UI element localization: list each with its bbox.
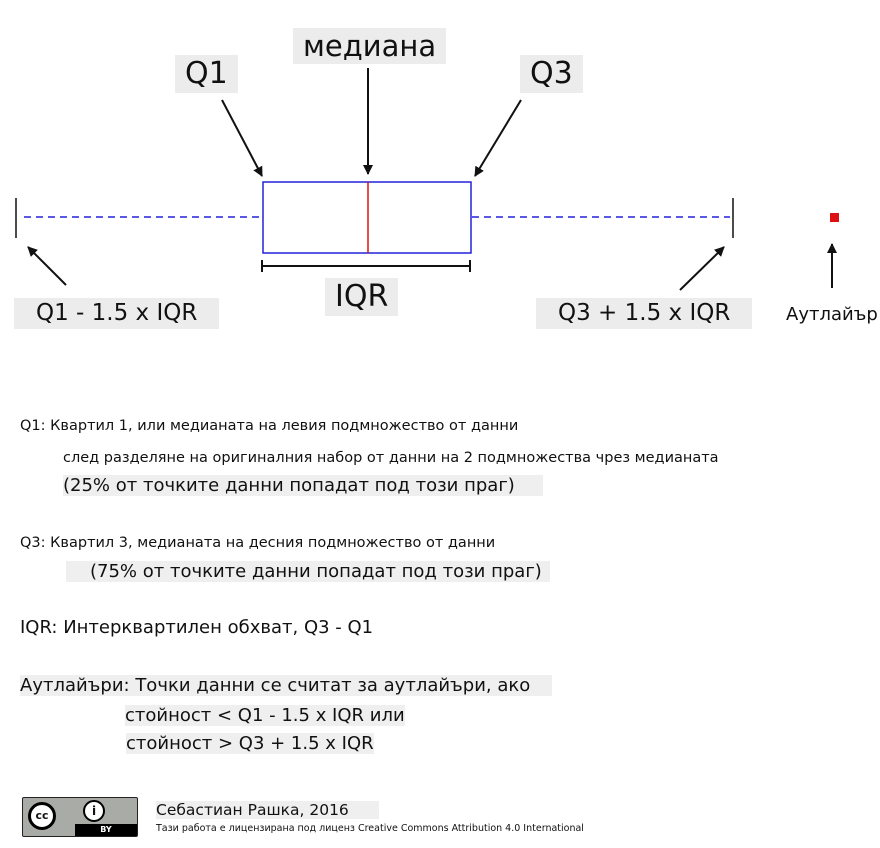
q3-arrow bbox=[475, 100, 521, 176]
q3-note-line2: (75% от точките данни попадат под този праг) bbox=[66, 561, 550, 582]
q1-label: Q1 bbox=[175, 55, 238, 93]
creative-commons-by-badge bbox=[22, 797, 138, 837]
q3-label: Q3 bbox=[520, 55, 583, 93]
iqr-label: IQR bbox=[325, 278, 398, 316]
median-label: медиана bbox=[293, 28, 446, 64]
license-text: Тази работа е лицензирана под лиценз Creative Commons Attribution 4.0 International bbox=[156, 823, 584, 834]
lower-whisker-arrow bbox=[28, 247, 66, 285]
iqr-note: IQR: Интерквартилен обхват, Q3 - Q1 bbox=[20, 617, 374, 638]
q1-note-line1: Q1: Квартил 1, или медианата на левия подмножество от данни bbox=[20, 418, 519, 434]
upper-whisker-label: Q3 + 1.5 x IQR bbox=[536, 298, 752, 329]
q1-note-line2: след разделяне на оригиналния набор от данни на 2 подмножества чрез медианата bbox=[63, 450, 719, 466]
by-label: BY bbox=[75, 824, 137, 836]
outlier-label: Аутлайър bbox=[786, 304, 878, 325]
outliers-note-line2: стойност < Q1 - 1.5 x IQR или bbox=[125, 705, 405, 726]
lower-whisker-label: Q1 - 1.5 x IQR bbox=[14, 298, 219, 329]
q1-arrow bbox=[222, 100, 262, 176]
q1-note-line3: (25% от точките данни попадат под този праг) bbox=[63, 475, 543, 496]
iqr-box bbox=[263, 182, 471, 253]
outliers-note-line3: стойност > Q3 + 1.5 x IQR bbox=[126, 733, 374, 754]
outliers-note-line1: Аутлайъри: Точки данни се считат за аутлайъри, ако bbox=[20, 675, 552, 696]
upper-whisker-arrow bbox=[680, 247, 724, 290]
attribution-person-icon: i bbox=[83, 800, 105, 822]
q3-note-line1: Q3: Квартил 3, медианата на десния подмножество от данни bbox=[20, 535, 496, 551]
cc-icon: cc bbox=[28, 802, 56, 830]
outlier-point bbox=[830, 213, 839, 222]
author-credit: Себастиан Рашка, 2016 bbox=[156, 801, 379, 819]
